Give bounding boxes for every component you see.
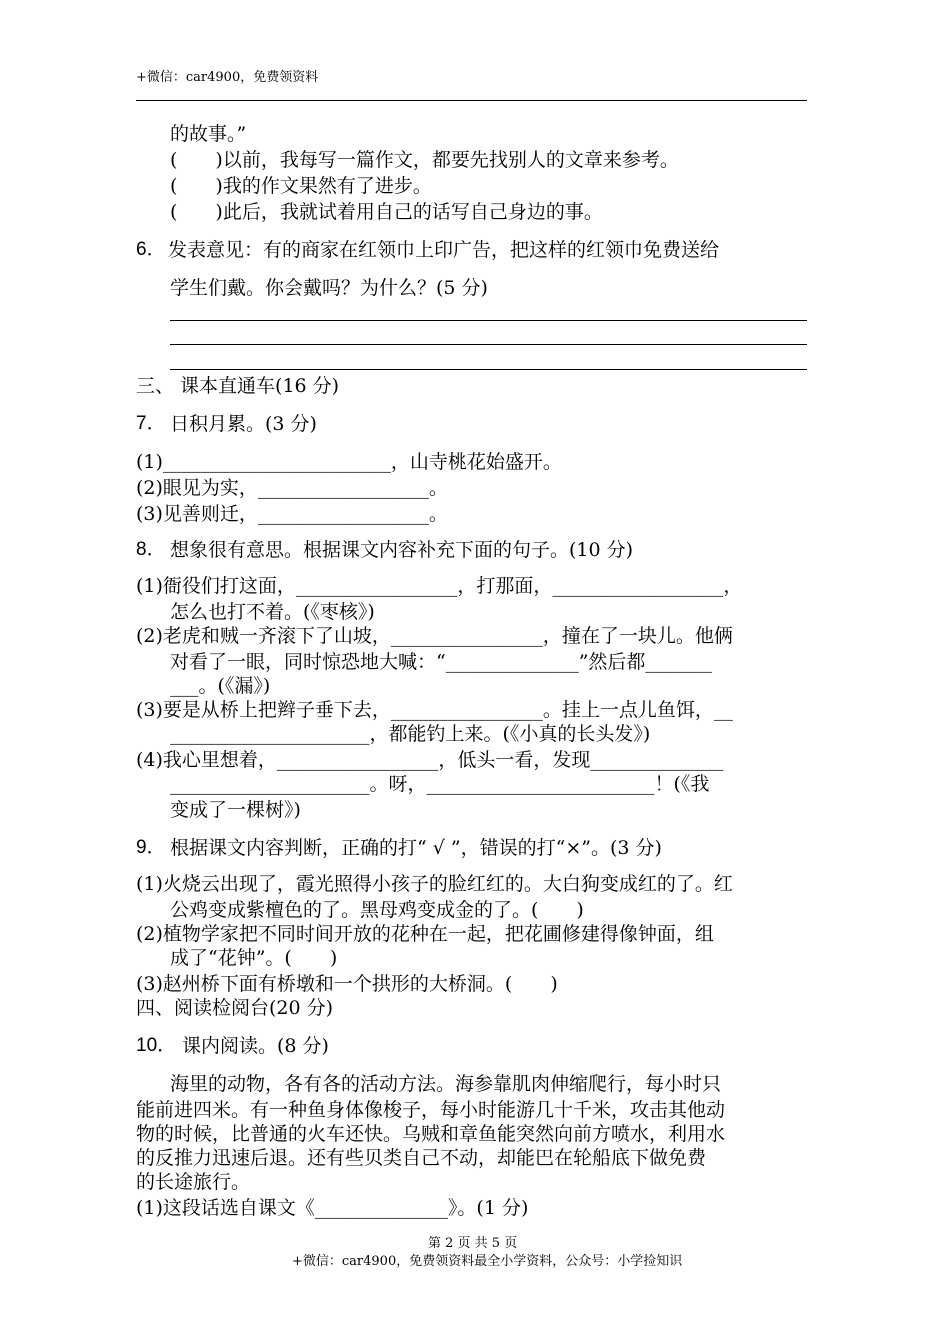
q8-line: 怎么也打不着。(《枣核》) <box>170 601 375 623</box>
q8-line: _____________________。呀，________________________！(《我 <box>170 773 710 795</box>
q5-order-item: ( )此后，我就试着用自己的话写自己身边的事。 <box>170 201 603 223</box>
q6-prompt-line: 发表意见：有的商家在红领巾上印广告，把这样的红领巾免费送给 <box>168 239 720 261</box>
q5-order-item: ( )我的作文果然有了进步。 <box>170 175 432 197</box>
q7-item: (3)见善则迁，__________________。 <box>136 503 448 525</box>
q7-item: (2)眼见为实，__________________。 <box>136 477 448 499</box>
section-title: 三、 课本直通车(16 分) <box>136 375 340 397</box>
q9-line: (1)火烧云出现了，霞光照得小孩子的脸红红的。大白狗变成红的了。红 <box>136 873 733 895</box>
answer-line[interactable] <box>170 369 807 370</box>
footer-note: +微信：car4900，免费领资料最全小学资料，公众号：小学捡知识 <box>292 1254 683 1269</box>
q10-title: 课内阅读。(8 分) <box>182 1035 329 1057</box>
q9-line: (2)植物学家把不同时间开放的花种在一起，把花圃修建得像钟面，组 <box>136 923 714 945</box>
header-note: +微信：car4900，免费领资料 <box>136 70 319 85</box>
q5-tail-line: 的故事。” <box>170 123 247 145</box>
page-number: 第 2 页 共 5 页 <box>428 1236 518 1251</box>
passage-line: 物的时候，比普通的火车还快。乌贼和章鱼能突然向前方喷水，利用水 <box>136 1123 726 1145</box>
q7-number: 7． <box>136 413 166 434</box>
q8-line: 变成了一棵树》) <box>170 799 301 821</box>
q8-line: (2)老虎和贼一齐滚下了山坡，________________，撞在了一块儿。他俩 <box>136 625 733 647</box>
q9-number: 9． <box>136 837 166 858</box>
section-title: 四、阅读检阅台(20 分) <box>136 997 334 1019</box>
q8-line: ___。(《漏》) <box>170 675 271 697</box>
header-rule <box>136 100 807 101</box>
q8-number: 8． <box>136 539 166 560</box>
q9-line: 成了“花钟”。( ) <box>170 947 338 969</box>
passage-line: 能前进四米。有一种鱼身体像梭子，每小时能游几十千米，攻击其他动 <box>136 1099 726 1121</box>
q5-order-item: ( )以前，我每写一篇作文，都要先找别人的文章来参考。 <box>170 149 679 171</box>
q9-line: (3)赵州桥下面有桥墩和一个拱形的大桥洞。( ) <box>136 973 558 995</box>
q8-line: (4)我心里想着，_________________，低头一看，发现______________ <box>136 749 724 771</box>
answer-line[interactable] <box>170 344 807 345</box>
q8-line: (1)衙役们打这面，_________________，打那面，__________________， <box>136 575 743 597</box>
q7-title: 日积月累。(3 分) <box>170 413 317 435</box>
q10-subquestion: (1)这段话选自课文《______________》。(1 分) <box>136 1197 529 1219</box>
passage-line: 的反推力迅速后退。还有些贝类自己不动，却能巴在轮船底下做免费 <box>136 1147 707 1169</box>
q6-number: 6． <box>136 239 166 260</box>
answer-line[interactable] <box>170 320 807 321</box>
q8-line: (3)要是从桥上把辫子垂下去，________________。挂上一点儿鱼饵，__ <box>136 699 733 721</box>
q9-line: 公鸡变成紫檀色的了。黑母鸡变成金的了。( ) <box>170 899 584 921</box>
q8-line: 对看了一眼，同时惊恐地大喊：“______________”然后都_______ <box>170 651 712 673</box>
q8-line: _____________________，都能钓上来。(《小真的长头发》) <box>170 723 651 745</box>
q6-prompt-line: 学生们戴。你会戴吗？为什么？(5 分) <box>170 277 488 299</box>
q10-number: 10． <box>136 1035 177 1056</box>
passage-line: 的长途旅行。 <box>136 1171 251 1193</box>
q8-title: 想象很有意思。根据课文内容补充下面的句子。(10 分) <box>170 539 634 561</box>
q9-title: 根据课文内容判断，正确的打“ √ ”，错误的打“×”。(3 分) <box>170 837 662 859</box>
q7-item: (1)________________________，山寺桃花始盛开。 <box>136 451 562 473</box>
passage-line: 海里的动物，各有各的活动方法。海参靠肌肉伸缩爬行，每小时只 <box>170 1073 722 1095</box>
